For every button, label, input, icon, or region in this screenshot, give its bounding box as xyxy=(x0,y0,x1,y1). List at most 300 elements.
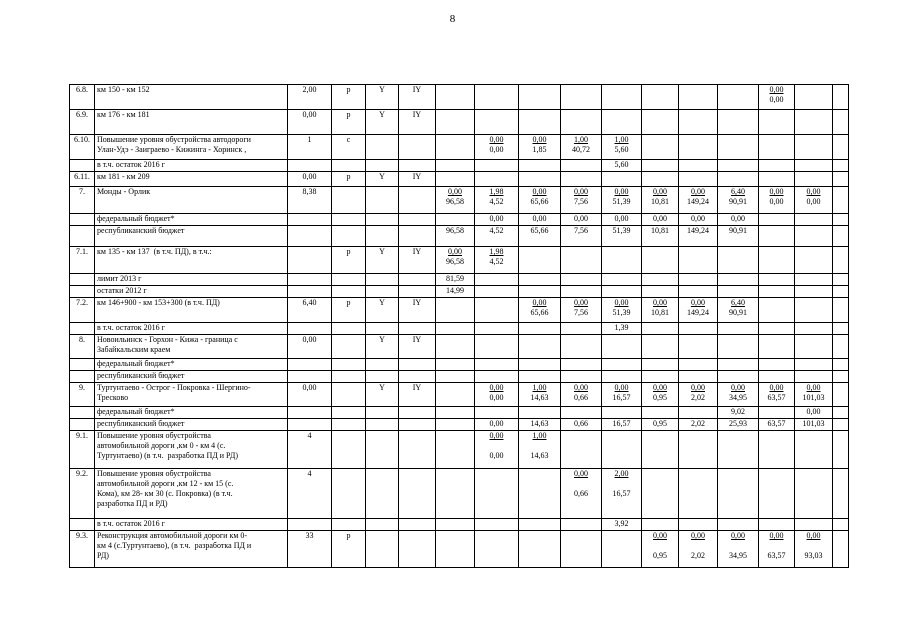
value-cell xyxy=(366,323,399,335)
value-cell xyxy=(833,298,849,323)
value-cell xyxy=(642,371,679,383)
value-cell xyxy=(436,135,475,160)
value-cell xyxy=(561,274,602,286)
value-cell xyxy=(475,110,519,135)
row-number-cell xyxy=(70,226,95,247)
value-cell xyxy=(642,247,679,274)
value-cell xyxy=(475,335,519,359)
row-number-cell: 9.3. xyxy=(70,531,95,568)
value-cell xyxy=(436,359,475,371)
table-row xyxy=(70,226,849,247)
value-cell xyxy=(519,160,561,172)
value-cell: 10,81 xyxy=(642,226,679,247)
value-cell xyxy=(399,214,436,226)
value-cell xyxy=(795,286,833,298)
value-cell xyxy=(436,531,475,568)
value-cell xyxy=(288,226,332,247)
value-cell xyxy=(366,214,399,226)
table-row xyxy=(70,519,849,531)
value-cell xyxy=(519,519,561,531)
value-cell xyxy=(718,286,759,298)
value-cell xyxy=(833,110,849,135)
value-cell xyxy=(602,85,642,110)
row-number-cell xyxy=(70,214,95,226)
value-cell xyxy=(366,431,399,469)
value-cell xyxy=(561,335,602,359)
value-cell: IY xyxy=(399,335,436,359)
value-cell xyxy=(288,519,332,531)
value-cell xyxy=(759,274,795,286)
row-name-cell: лимит 2013 г xyxy=(95,274,288,286)
value-cell xyxy=(561,172,602,187)
value-cell xyxy=(759,110,795,135)
row-name-cell: республиканский бюджет xyxy=(95,226,288,247)
value-cell: 63,57 xyxy=(759,419,795,431)
value-cell: Y xyxy=(366,247,399,274)
value-cell xyxy=(399,431,436,469)
value-cell xyxy=(288,371,332,383)
value-cell xyxy=(602,172,642,187)
table-row xyxy=(70,359,849,371)
value-cell xyxy=(436,335,475,359)
value-cell xyxy=(519,286,561,298)
value-cell: IY xyxy=(399,85,436,110)
value-cell xyxy=(759,335,795,359)
value-cell: р xyxy=(332,531,366,568)
value-cell: IY xyxy=(399,110,436,135)
value-cell xyxy=(833,247,849,274)
value-cell xyxy=(795,274,833,286)
value-cell xyxy=(602,371,642,383)
value-cell xyxy=(718,469,759,519)
row-number-cell xyxy=(70,359,95,371)
value-cell: 0,00 xyxy=(642,214,679,226)
value-cell: 0,00 51,39 xyxy=(602,298,642,323)
value-cell xyxy=(399,419,436,431)
value-cell xyxy=(288,247,332,274)
value-cell xyxy=(602,359,642,371)
value-cell xyxy=(332,323,366,335)
value-cell xyxy=(795,135,833,160)
value-cell xyxy=(519,407,561,419)
value-cell: 0,00 xyxy=(475,214,519,226)
value-cell xyxy=(399,226,436,247)
value-cell xyxy=(519,469,561,519)
value-cell: 0,00 1,85 xyxy=(519,135,561,160)
value-cell xyxy=(519,247,561,274)
value-cell xyxy=(366,187,399,214)
value-cell xyxy=(759,135,795,160)
value-cell xyxy=(795,172,833,187)
value-cell xyxy=(436,172,475,187)
value-cell xyxy=(718,335,759,359)
table-row xyxy=(70,110,849,135)
value-cell xyxy=(833,335,849,359)
value-cell xyxy=(561,371,602,383)
row-name-cell: Повышение уровня обустройства автомобильной дороги ,км 12 - км 15 (с. Кома), км 28- км 30 (с. Покровка) (в т.ч. разработка ПД и РД) xyxy=(95,469,288,519)
value-cell xyxy=(366,531,399,568)
value-cell xyxy=(332,407,366,419)
value-cell: 0,00 10,81 xyxy=(642,298,679,323)
value-cell xyxy=(436,298,475,323)
row-number-cell: 6.10. xyxy=(70,135,95,160)
value-cell xyxy=(642,359,679,371)
value-cell xyxy=(833,359,849,371)
value-cell xyxy=(718,172,759,187)
value-cell: 25,93 xyxy=(718,419,759,431)
value-cell xyxy=(332,226,366,247)
value-cell xyxy=(366,419,399,431)
value-cell: 149,24 xyxy=(679,226,718,247)
value-cell: 0,00 93,03 xyxy=(795,531,833,568)
value-cell xyxy=(436,371,475,383)
row-number-cell xyxy=(70,519,95,531)
value-cell xyxy=(602,274,642,286)
value-cell: 0,00 34,95 xyxy=(718,531,759,568)
value-cell xyxy=(759,172,795,187)
value-cell: 4 xyxy=(288,431,332,469)
table-row xyxy=(70,286,849,298)
value-cell: р xyxy=(332,298,366,323)
value-cell: 7,56 xyxy=(561,226,602,247)
value-cell xyxy=(561,323,602,335)
row-number-cell: 7. xyxy=(70,187,95,214)
value-cell xyxy=(602,335,642,359)
value-cell xyxy=(833,323,849,335)
value-cell xyxy=(642,274,679,286)
value-cell xyxy=(332,371,366,383)
value-cell xyxy=(366,469,399,519)
value-cell xyxy=(288,419,332,431)
value-cell xyxy=(399,274,436,286)
value-cell: 0,00 65,66 xyxy=(519,298,561,323)
value-cell: 0,00 xyxy=(602,214,642,226)
value-cell xyxy=(679,359,718,371)
value-cell xyxy=(602,286,642,298)
value-cell xyxy=(759,247,795,274)
value-cell: 14,99 xyxy=(436,286,475,298)
value-cell xyxy=(436,469,475,519)
value-cell xyxy=(561,85,602,110)
value-cell: 0,00 xyxy=(718,214,759,226)
value-cell xyxy=(795,214,833,226)
value-cell xyxy=(561,110,602,135)
value-cell xyxy=(399,519,436,531)
value-cell: 0,00 34,95 xyxy=(718,383,759,407)
value-cell: 0,00 149,24 xyxy=(679,298,718,323)
row-name-cell: км 135 - км 137 (в т.ч. ПД), в т.ч.: xyxy=(95,247,288,274)
value-cell xyxy=(602,531,642,568)
value-cell: р xyxy=(332,172,366,187)
value-cell: 1,00 40,72 xyxy=(561,135,602,160)
value-cell xyxy=(561,431,602,469)
value-cell xyxy=(436,431,475,469)
value-cell: 0,00 xyxy=(288,172,332,187)
value-cell: 0,00 63,57 xyxy=(759,531,795,568)
value-cell xyxy=(602,247,642,274)
value-cell: 0,00 2,02 xyxy=(679,531,718,568)
value-cell xyxy=(642,407,679,419)
value-cell xyxy=(642,469,679,519)
value-cell xyxy=(475,359,519,371)
value-cell: 6,40 90,91 xyxy=(718,187,759,214)
value-cell: 0,00 10,81 xyxy=(642,187,679,214)
row-name-cell: федеральный бюджет* xyxy=(95,359,288,371)
value-cell xyxy=(718,519,759,531)
value-cell xyxy=(399,187,436,214)
value-cell xyxy=(679,274,718,286)
value-cell: 1,00 14,63 xyxy=(519,431,561,469)
value-cell xyxy=(679,335,718,359)
value-cell: 1,00 14,63 xyxy=(519,383,561,407)
value-cell: Y xyxy=(366,335,399,359)
value-cell xyxy=(399,359,436,371)
value-cell xyxy=(833,531,849,568)
value-cell xyxy=(833,160,849,172)
value-cell xyxy=(332,160,366,172)
value-cell: 0,66 xyxy=(561,419,602,431)
value-cell xyxy=(332,214,366,226)
value-cell xyxy=(436,85,475,110)
value-cell: 16,57 xyxy=(602,419,642,431)
value-cell xyxy=(399,323,436,335)
value-cell xyxy=(718,431,759,469)
value-cell: 96,58 xyxy=(436,226,475,247)
value-cell xyxy=(475,323,519,335)
value-cell xyxy=(561,359,602,371)
value-cell xyxy=(795,431,833,469)
value-cell xyxy=(366,371,399,383)
page-number: 8 xyxy=(449,13,456,25)
value-cell xyxy=(679,286,718,298)
value-cell xyxy=(759,286,795,298)
value-cell: 0,00 96,58 xyxy=(436,247,475,274)
value-cell xyxy=(366,519,399,531)
value-cell xyxy=(475,298,519,323)
value-cell xyxy=(642,323,679,335)
value-cell: Y xyxy=(366,172,399,187)
value-cell: 6,40 90,91 xyxy=(718,298,759,323)
value-cell xyxy=(288,274,332,286)
value-cell xyxy=(679,431,718,469)
table-row xyxy=(70,419,849,431)
value-cell xyxy=(332,469,366,519)
row-number-cell: 6.8. xyxy=(70,85,95,110)
table-row xyxy=(70,431,849,469)
value-cell xyxy=(288,407,332,419)
value-cell: р xyxy=(332,110,366,135)
value-cell xyxy=(833,407,849,419)
row-number-cell: 9.2. xyxy=(70,469,95,519)
row-name-cell: республиканский бюджет xyxy=(95,371,288,383)
value-cell: 0,00 xyxy=(288,335,332,359)
value-cell xyxy=(475,85,519,110)
value-cell xyxy=(642,335,679,359)
value-cell xyxy=(833,371,849,383)
table-row xyxy=(70,323,849,335)
value-cell xyxy=(679,110,718,135)
value-cell xyxy=(332,359,366,371)
value-cell xyxy=(332,274,366,286)
value-cell xyxy=(759,519,795,531)
value-cell: 1 xyxy=(288,135,332,160)
value-cell xyxy=(759,298,795,323)
value-cell xyxy=(399,371,436,383)
row-number-cell: 9.1. xyxy=(70,431,95,469)
row-number-cell xyxy=(70,407,95,419)
value-cell xyxy=(833,519,849,531)
row-number-cell: 6.9. xyxy=(70,110,95,135)
value-cell xyxy=(679,407,718,419)
value-cell xyxy=(436,407,475,419)
value-cell xyxy=(759,407,795,419)
value-cell xyxy=(833,226,849,247)
value-cell xyxy=(288,359,332,371)
value-cell xyxy=(833,187,849,214)
table-body xyxy=(70,85,849,568)
value-cell xyxy=(795,519,833,531)
value-cell xyxy=(759,323,795,335)
row-name-cell: Повышение уровня обустройства автодороги Улан-Удэ - Заиграево - Кижинга - Хоринск , xyxy=(95,135,288,160)
value-cell xyxy=(718,371,759,383)
value-cell: 0,00 7,56 xyxy=(561,187,602,214)
value-cell xyxy=(642,160,679,172)
value-cell xyxy=(475,469,519,519)
value-cell xyxy=(795,160,833,172)
value-cell xyxy=(718,359,759,371)
value-cell xyxy=(436,419,475,431)
value-cell xyxy=(475,274,519,286)
value-cell xyxy=(642,431,679,469)
table-row xyxy=(70,160,849,172)
row-name-cell: в т.ч. остаток 2016 г xyxy=(95,519,288,531)
table-row xyxy=(70,214,849,226)
value-cell xyxy=(475,172,519,187)
value-cell xyxy=(642,172,679,187)
value-cell: 0,00 2,02 xyxy=(679,383,718,407)
value-cell: 0,00 0,66 xyxy=(561,383,602,407)
value-cell: 0,00 0,00 xyxy=(795,187,833,214)
value-cell: Y xyxy=(366,383,399,407)
row-number-cell xyxy=(70,323,95,335)
value-cell xyxy=(366,226,399,247)
value-cell xyxy=(519,85,561,110)
value-cell: Y xyxy=(366,298,399,323)
value-cell: Y xyxy=(366,85,399,110)
value-cell xyxy=(602,110,642,135)
value-cell: 0,00 xyxy=(679,214,718,226)
value-cell: 65,66 xyxy=(519,226,561,247)
value-cell: 0,00 0,00 xyxy=(759,85,795,110)
value-cell: 0,00 0,00 xyxy=(759,187,795,214)
value-cell xyxy=(399,407,436,419)
value-cell: 0,00 63,57 xyxy=(759,383,795,407)
value-cell xyxy=(399,160,436,172)
value-cell xyxy=(288,214,332,226)
value-cell: IY xyxy=(399,172,436,187)
value-cell: 14,63 xyxy=(519,419,561,431)
value-cell xyxy=(718,323,759,335)
value-cell xyxy=(833,431,849,469)
value-cell: 2,00 16,57 xyxy=(602,469,642,519)
value-cell xyxy=(833,419,849,431)
value-cell: 0,00 149,24 xyxy=(679,187,718,214)
value-cell xyxy=(795,371,833,383)
value-cell xyxy=(436,519,475,531)
value-cell: 0,00 65,66 xyxy=(519,187,561,214)
value-cell xyxy=(475,407,519,419)
value-cell: 3,92 xyxy=(602,519,642,531)
value-cell xyxy=(332,335,366,359)
value-cell: 0,00 0,95 xyxy=(642,531,679,568)
value-cell xyxy=(679,323,718,335)
row-name-cell: республиканский бюджет xyxy=(95,419,288,431)
value-cell: 1,98 4,52 xyxy=(475,247,519,274)
value-cell: 0,00 xyxy=(795,407,833,419)
value-cell xyxy=(561,531,602,568)
value-cell xyxy=(679,469,718,519)
value-cell xyxy=(759,371,795,383)
value-cell: р xyxy=(332,247,366,274)
value-cell xyxy=(475,371,519,383)
table-row xyxy=(70,383,849,407)
value-cell xyxy=(561,247,602,274)
value-cell xyxy=(642,135,679,160)
value-cell xyxy=(519,323,561,335)
value-cell: IY xyxy=(399,298,436,323)
value-cell xyxy=(679,247,718,274)
value-cell: 4,52 xyxy=(475,226,519,247)
value-cell: 0,00 xyxy=(561,214,602,226)
row-name-cell: федеральный бюджет* xyxy=(95,214,288,226)
value-cell xyxy=(519,172,561,187)
row-number-cell xyxy=(70,371,95,383)
value-cell xyxy=(718,85,759,110)
value-cell xyxy=(288,160,332,172)
value-cell: 51,39 xyxy=(602,226,642,247)
row-number-cell: 7.1. xyxy=(70,247,95,274)
value-cell xyxy=(475,531,519,568)
value-cell xyxy=(436,160,475,172)
value-cell xyxy=(561,407,602,419)
value-cell xyxy=(795,359,833,371)
value-cell: 101,03 xyxy=(795,419,833,431)
row-number-cell: 8. xyxy=(70,335,95,359)
value-cell xyxy=(366,359,399,371)
value-cell xyxy=(366,135,399,160)
value-cell xyxy=(795,335,833,359)
road-works-table xyxy=(69,84,849,568)
row-name-cell: Реконструкция автомобильной дороги км 0- км 4 (с.Туртунтаево), (в т.ч. разработка ПД и РД) xyxy=(95,531,288,568)
value-cell: с xyxy=(332,135,366,160)
value-cell: 1,39 xyxy=(602,323,642,335)
row-name-cell: Туртунтаево - Острог - Покровка - Шергино- Тресково xyxy=(95,383,288,407)
row-number-cell xyxy=(70,286,95,298)
value-cell xyxy=(332,187,366,214)
value-cell xyxy=(561,160,602,172)
value-cell xyxy=(795,247,833,274)
value-cell xyxy=(833,172,849,187)
value-cell xyxy=(795,226,833,247)
value-cell xyxy=(602,431,642,469)
value-cell xyxy=(679,519,718,531)
value-cell xyxy=(288,323,332,335)
value-cell: 8,38 xyxy=(288,187,332,214)
value-cell: 0,00 16,57 xyxy=(602,383,642,407)
value-cell xyxy=(332,383,366,407)
row-name-cell: в т.ч. остаток 2016 г xyxy=(95,323,288,335)
value-cell: 0,00 7,56 xyxy=(561,298,602,323)
